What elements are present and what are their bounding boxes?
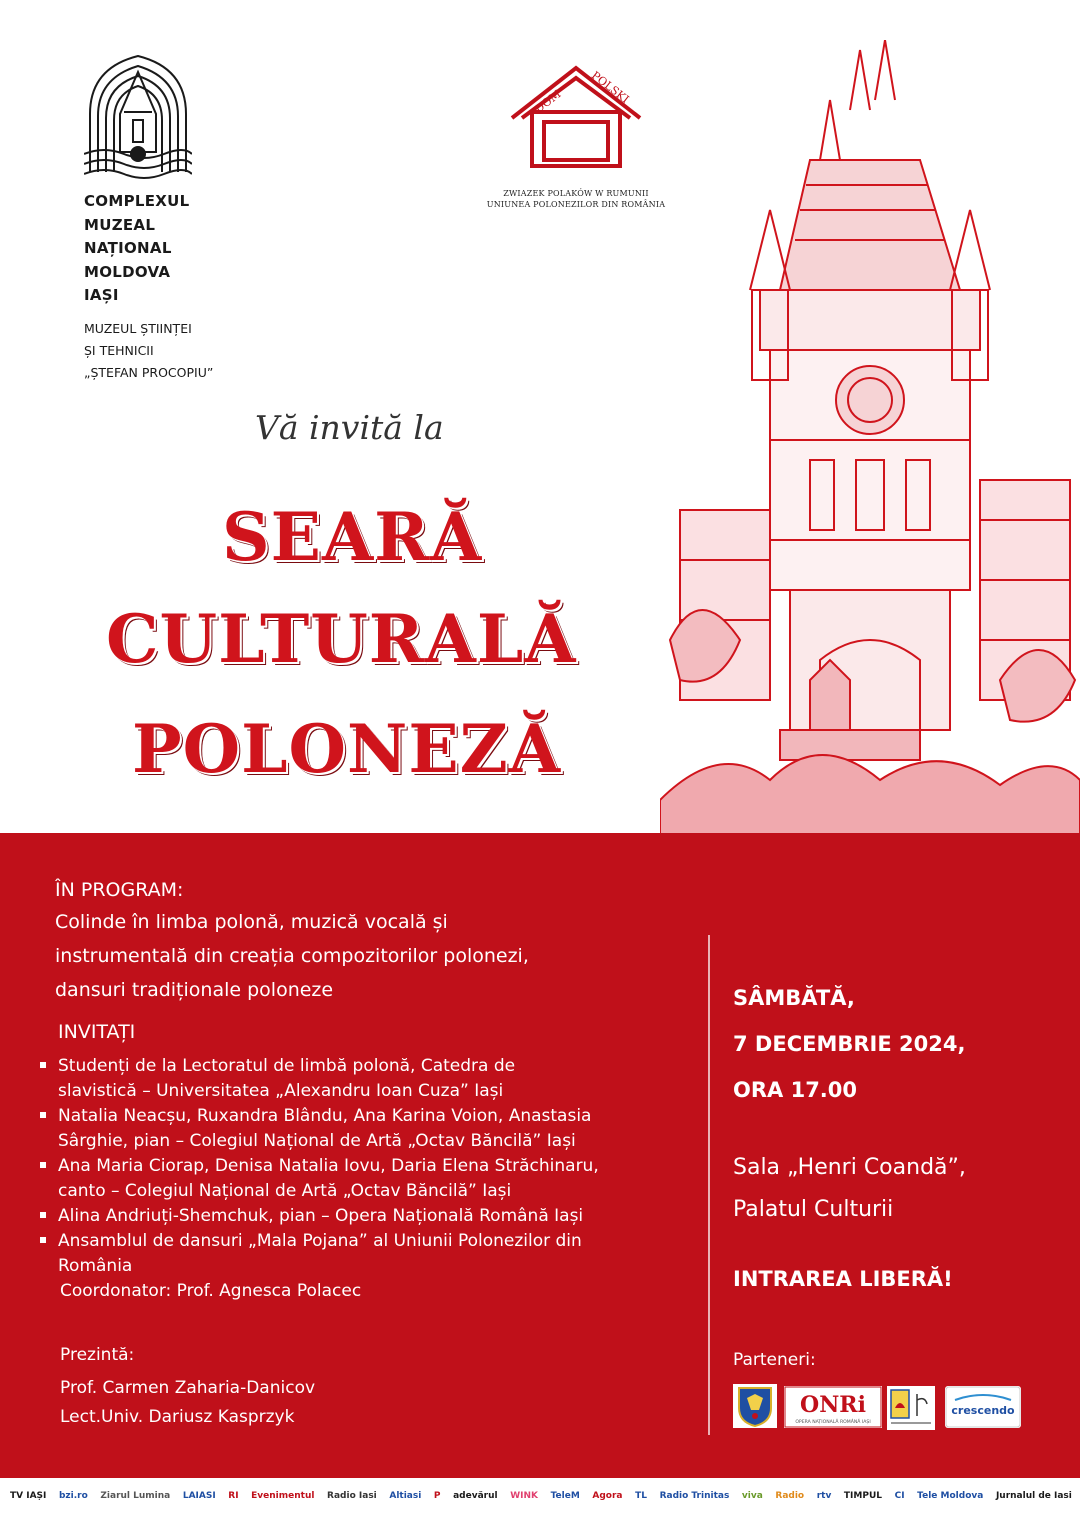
- guest-line: Natalia Neacșu, Ruxandra Blându, Ana Karina Voion, Anastasia: [58, 1106, 592, 1126]
- media-sponsor-logo: WINK: [510, 1491, 538, 1501]
- free-entry-notice: INTRAREA LIBERĂ!: [733, 1267, 953, 1291]
- event-date: 7 DECEMBRIE 2024,: [733, 1032, 966, 1056]
- guest-item: [40, 1229, 700, 1279]
- guest-line: Ana Maria Ciorap, Denisa Natalia Iovu, Daria Elena Străchinaru,: [58, 1156, 599, 1176]
- museum-name-line: MOLDOVA: [84, 262, 171, 281]
- guests-heading: INVITAȚI: [58, 1021, 136, 1043]
- palace-of-culture-illustration: [660, 40, 1080, 835]
- museum-name-line: COMPLEXUL: [84, 192, 190, 210]
- guest-line: slavistică – Universitatea „Alexandru Ioan Cuza” Iași: [58, 1081, 504, 1101]
- dom-polski-caption: [470, 188, 682, 210]
- bullet-icon: [40, 1112, 46, 1118]
- program-line: Colinde în limba polonă, muzică vocală și: [55, 911, 448, 933]
- event-location: [733, 1147, 966, 1231]
- museum-name-line: IAȘI: [84, 286, 119, 304]
- guest-line: Ansamblul de dansuri „Mala Pojana” al Uniunii Polonezilor din: [58, 1231, 582, 1251]
- media-sponsor-logo: CI: [894, 1491, 905, 1501]
- media-sponsor-logo: RI: [228, 1491, 239, 1501]
- presenters-heading: Prezintă:: [60, 1345, 135, 1365]
- dom-polski-logo: [506, 60, 646, 170]
- media-sponsor-logo: rtv: [816, 1491, 832, 1501]
- event-datetime: [733, 975, 965, 1113]
- event-day: SÂMBĂTĂ,: [733, 986, 855, 1010]
- coordinator: Coordonator: Prof. Agnesca Polacec: [60, 1281, 362, 1301]
- bullet-icon: [40, 1212, 46, 1218]
- media-sponsor-logo: Radio Trinitas: [659, 1491, 730, 1501]
- media-sponsor-logo: P: [433, 1491, 441, 1501]
- guest-line: Sârghie, pian – Colegiul Național de Artă „Octav Băncilă” Iași: [58, 1131, 576, 1151]
- media-sponsors-list: [10, 1491, 1072, 1501]
- media-sponsor-logo: adevărul: [453, 1491, 498, 1501]
- media-sponsor-logo: Radio Iasi: [327, 1491, 377, 1501]
- bullet-icon: [40, 1237, 46, 1243]
- event-title-line-3: POLONEZĂ: [132, 710, 562, 788]
- program-line: dansuri tradiționale poloneze: [55, 979, 334, 1001]
- museum-name: [84, 190, 190, 308]
- museum-name-line: MUZEAL: [84, 215, 156, 234]
- guests-list: [40, 1054, 700, 1304]
- presenter-name: Lect.Univ. Dariusz Kasprzyk: [60, 1407, 295, 1427]
- media-sponsor-logo: Radio: [775, 1491, 805, 1501]
- invite-line: Vă invită la: [255, 408, 444, 447]
- media-sponsor-logo: Evenimentul: [251, 1491, 315, 1501]
- event-building: Palatul Culturii: [733, 1197, 894, 1222]
- partners-heading: Parteneri:: [733, 1350, 816, 1370]
- media-sponsor-logo: Agora: [592, 1491, 623, 1501]
- bullet-icon: [40, 1162, 46, 1168]
- media-sponsor-logo: TeleM: [550, 1491, 580, 1501]
- org-romanian-name: UNIUNEA POLONEZILOR DIN ROMÂNIA: [486, 200, 666, 209]
- program-description: [55, 905, 529, 1007]
- media-sponsor-logo: TL: [635, 1491, 647, 1501]
- crescendo-label: crescendo: [951, 1404, 1015, 1417]
- guest-line: Studenți de la Lectoratul de limbă polonă, Catedra de: [58, 1056, 516, 1076]
- onr-logo-graphic: [784, 1386, 882, 1428]
- polski-text: POLSKI: [588, 68, 632, 107]
- program-heading: ÎN PROGRAM:: [55, 879, 184, 901]
- org-polish-name: ZWIAZEK POLAKÓW W RUMUNII: [503, 189, 649, 198]
- onr-opera-logo: [784, 1386, 882, 1428]
- guest-item: [40, 1204, 700, 1229]
- media-sponsor-logo: Altiasi: [389, 1491, 422, 1501]
- crescendo-logo: [945, 1386, 1021, 1428]
- media-sponsor-logo: Ziarul Lumina: [100, 1491, 171, 1501]
- media-sponsor-logo: Tele Moldova: [917, 1491, 984, 1501]
- museum-subdivision: [84, 318, 213, 384]
- guest-item: [40, 1154, 700, 1204]
- museum-logo: [84, 54, 192, 182]
- museum-sub-line: „ȘTEFAN PROCOPIU”: [84, 365, 214, 380]
- museum-sub-line: ȘI TEHNICII: [84, 343, 154, 358]
- panel-divider: [708, 935, 710, 1435]
- media-sponsor-logo: LAIASI: [182, 1491, 216, 1501]
- event-title-line-1: SEARĂ: [222, 498, 483, 576]
- media-sponsors-bar: [0, 1478, 1080, 1524]
- guest-line: canto – Colegiul Național de Artă „Octav Băncilă” Iași: [58, 1181, 512, 1201]
- guest-item: [40, 1054, 700, 1104]
- guest-item: [40, 1104, 700, 1154]
- dom-text: DOM: [532, 87, 564, 116]
- onr-caption: OPERA NAȚIONALĂ ROMÂNĂ IAȘI: [795, 1420, 871, 1425]
- media-sponsor-logo: TIMPUL: [843, 1491, 883, 1501]
- onr-label: ONRi: [800, 1392, 866, 1418]
- guest-line: Alina Andriuți-Shemchuk, pian – Opera Națională Română Iași: [58, 1206, 584, 1226]
- media-sponsor-logo: bzi.ro: [58, 1491, 88, 1501]
- media-sponsor-logo: TV IAȘI: [10, 1491, 47, 1501]
- media-sponsor-logo: viva: [741, 1491, 763, 1501]
- museum-name-line: NAȚIONAL: [84, 239, 172, 257]
- event-title-line-2: CULTURALĂ: [106, 600, 577, 678]
- museum-sub-line: MUZEUL ȘTIINȚEI: [84, 321, 192, 336]
- partner-school-logo: [887, 1386, 935, 1430]
- event-time: ORA 17.00: [733, 1078, 858, 1102]
- crescendo-logo-graphic: [945, 1386, 1021, 1428]
- presenter-name: Prof. Carmen Zaharia-Danicov: [60, 1378, 316, 1398]
- media-sponsor-logo: Jurnalul de Iasi: [995, 1491, 1072, 1501]
- program-line: instrumentală din creația compozitorilor polonezi,: [55, 945, 529, 967]
- iasi-coat-of-arms-logo: [733, 1384, 777, 1428]
- presenters-list: [60, 1374, 315, 1432]
- bullet-icon: [40, 1062, 46, 1068]
- guest-line: România: [58, 1256, 133, 1276]
- event-venue: Sala „Henri Coandă”,: [733, 1155, 966, 1180]
